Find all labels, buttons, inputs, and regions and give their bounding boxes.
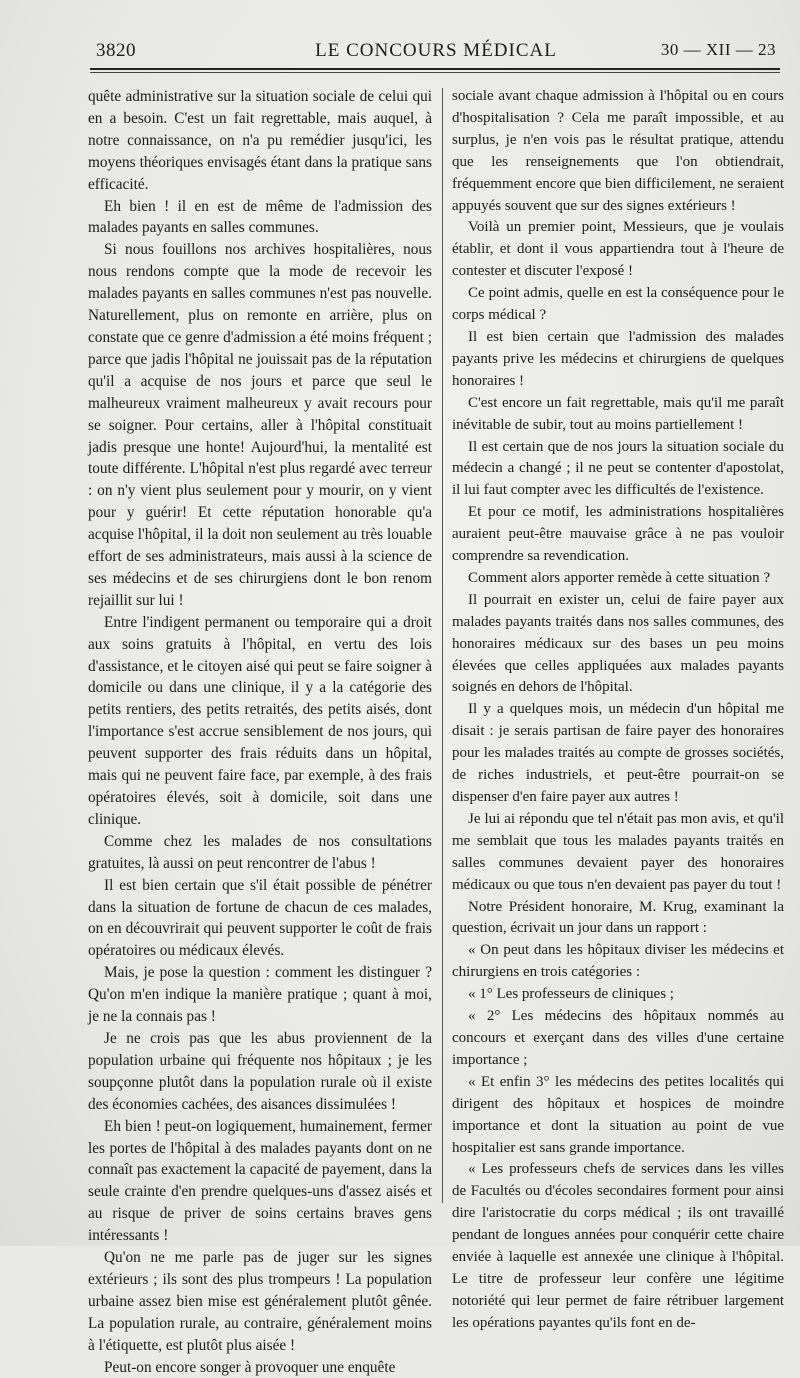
paragraph: Eh bien ! il en est de même de l'admission des malades payants en salles communes. — [88, 197, 432, 237]
header-rule — [90, 68, 780, 70]
paragraph: Peut-on encore songer à provoquer une enquête — [104, 1358, 396, 1376]
quote-paragraph: « 1° Les professeurs de cliniques ; — [468, 986, 674, 1003]
paragraph: Il pourrait en exister un, celui de faire payer aux malades payants traités dans nos salles communes, des honoraires médicaux sur des bases un peu moins élevées que celles appliquées aux malades payants soignés en dehors de l'hôpital. — [452, 591, 784, 696]
page-header — [96, 40, 776, 68]
left-column — [88, 86, 432, 1378]
quote-paragraph: « Et enfin 3° les médecins des petites localités qui dirigent des hôpitaux et hospices de moindre importance et dont la situation au point de vue hospitalier est sans grande importance. — [452, 1073, 784, 1156]
paragraph: Il est certain que de nos jours la situation sociale du médecin a changé ; il ne peut se contenter d'apostolat, il lui faut compter avec les difficultés de l'existence. — [452, 438, 784, 499]
paragraph: Voilà un premier point, Messieurs, que je voulais établir, et dont il vous appartiendra tout à l'heure de contester et discuter l'exposé ! — [452, 219, 784, 280]
paragraph: sociale avant chaque admission à l'hôpital ou en cours d'hospitalisation ? Cela me paraît impossible, et au surplus, je n'en vois pas le résultat pratique, attendu que les renseignements que l'on obtiendrait, fréquemment encore que bien difficilement, ne seraient appuyés souvent que sur des signes extérieurs ! — [452, 88, 784, 214]
paragraph: Comment alors apporter remède à cette situation ? — [468, 569, 770, 586]
paragraph: Qu'on ne me parle pas de juger sur les signes extérieurs ; ils sont des plus trompeurs ! La population urbaine assez bien mise est généralement plutôt gênée. La population rurale, au contraire, généralement moins à l'étiquette, est plutôt plus aisée ! — [88, 1249, 432, 1354]
header-rule-thin — [90, 72, 780, 73]
paragraph: Il y a quelques mois, un médecin d'un hôpital me disait : je serais partisan de faire payer des honoraires pour les malades traités au compte de grosses sociétés, de riches industriels, et peut-être pourrait-on se dispenser d'en faire payer aux autres ! — [452, 701, 784, 805]
paragraph: Si nous fouillons nos archives hospitalières, nous nous rendons compte que la mode de recevoir les malades payants en salles communes n'est pas nouvelle. Naturellement, plus on remonte en arrière, plus on constate que ce genre d'admission a été moins fréquent ; parce que jadis l'hôpital ne jouissait pas de la réputation qu'il a acquise de nos jours et parce que seul le malheureux vraiment malheureux y avait recours pour se soigner. Pour certains, aller à l'hôpital constituait jadis presque une honte! Aujourd'hui, la mentalité est toute différente. L'hôpital n'est plus regardé avec terreur : on n'y vient plus seulement pour y mourir, on y vient pour y guérir! Et cette réputation honorable qu'a acquise l'hôpital, il la doit non seulement au très louable effort de ses administrateurs, mais aussi à la science de ses médecins et de ses chirurgiens dont le bon renom rejaillit sur lui ! — [88, 241, 432, 609]
paragraph: Il est bien certain que s'il était possible de pénétrer dans la situation de fortune de chacun de ces malades, on en découvrirait qui peuvent supporter le coût de frais opératoires ou médicaux élevés. — [88, 876, 432, 960]
quote-paragraph: « On peut dans les hôpitaux diviser les médecins et chirurgiens en trois catégories : — [452, 942, 784, 981]
page-number: 3820 — [96, 40, 136, 61]
paragraph: Comme chez les malades de nos consultations gratuites, là aussi on peut rencontrer de l'abus ! — [88, 832, 432, 872]
paragraph: Notre Président honoraire, M. Krug, examinant la question, écrivait un jour dans un rapport : — [452, 898, 784, 937]
paragraph: Je ne crois pas que les abus proviennent de la population urbaine qui fréquente nos hôpitaux ; je les soupçonne plutôt dans la population rurale où il existe des économies cachées, des aisances dissimulées ! — [88, 1029, 432, 1113]
paragraph: Il est bien certain que l'admission des malades payants prive les médecins et chirurgiens de quelques honoraires ! — [452, 328, 784, 389]
quote-paragraph: « Les professeurs chefs de services dans les villes de Facultés ou d'écoles secondaires forment pour ainsi dire l'aristocratie du corps médical ; ils ont travaillé pendant de longues années pour conquérir cette chaire enviée à laquelle est annexée une clinique à l'hôpital. Le titre de professeur leur confère une légitime notoriété qui leur permet de faire rétribuer largement les opérations payantes qu'ils font en de- — [452, 1161, 784, 1331]
quote-paragraph: « 2° Les médecins des hôpitaux nommés au concours et exerçant dans des villes d'une certaine importance ; — [452, 1008, 784, 1068]
paragraph: quête administrative sur la situation sociale de celui qui en a besoin. C'est un fait regrettable, mais auquel, à notre connaissance, on n'a pu remédier jusqu'ici, les moyens théoriques envisagés étant dans la pratique sans efficacité. — [88, 88, 432, 193]
journal-title: LE CONCOURS MÉDICAL — [315, 40, 557, 61]
paragraph: Eh bien ! peut-on logiquement, humainement, fermer les portes de l'hôpital à des malades payants dont on ne connaît pas exactement la capacité de payement, dans la seule crainte d'en prendre quelques-uns d'assez aisés et au risque de priver de soins certains braves gens intéressants ! — [88, 1117, 432, 1245]
column-divider — [442, 88, 443, 1203]
right-column — [452, 86, 784, 1335]
issue-date: 30 — XII — 23 — [660, 40, 776, 59]
paragraph: Mais, je pose la question : comment les distinguer ? Qu'on m'en indique la manière pratique ; quant à moi, je ne la connais pas ! — [88, 964, 432, 1026]
paragraph: Entre l'indigent permanent ou temporaire qui a droit aux soins gratuits à l'hôpital, en vertu des lois d'assistance, et le citoyen aisé qui peut se faire soigner à domicile ou dans une clinique, il y a la catégorie des petits rentiers, des petits retraités, des petits aisés, dont l'importance s'est accrue sensiblement de nos jours, qui peuvent supporter des frais réduits dans un hôpital, mais qui ne peuvent faire face, par exemple, à des frais opératoires élevés, soit à domicile, soit dans une clinique. — [88, 613, 432, 828]
paragraph: Et pour ce motif, les administrations hospitalières auraient peut-être mauvaise grâce à ne pas vouloir comprendre sa revendication. — [452, 504, 784, 565]
paragraph: C'est encore un fait regrettable, mais qu'il me paraît inévitable de subir, tout au moins partiellement ! — [452, 394, 784, 433]
paragraph: Je lui ai répondu que tel n'était pas mon avis, et qu'il me semblait que tous les malades payants traités en salles communes devaient payer des honoraires médicaux ou que tous n'en devaient pas payer du tout ! — [452, 810, 784, 893]
paragraph: Ce point admis, quelle en est la conséquence pour le corps médical ? — [452, 285, 784, 324]
